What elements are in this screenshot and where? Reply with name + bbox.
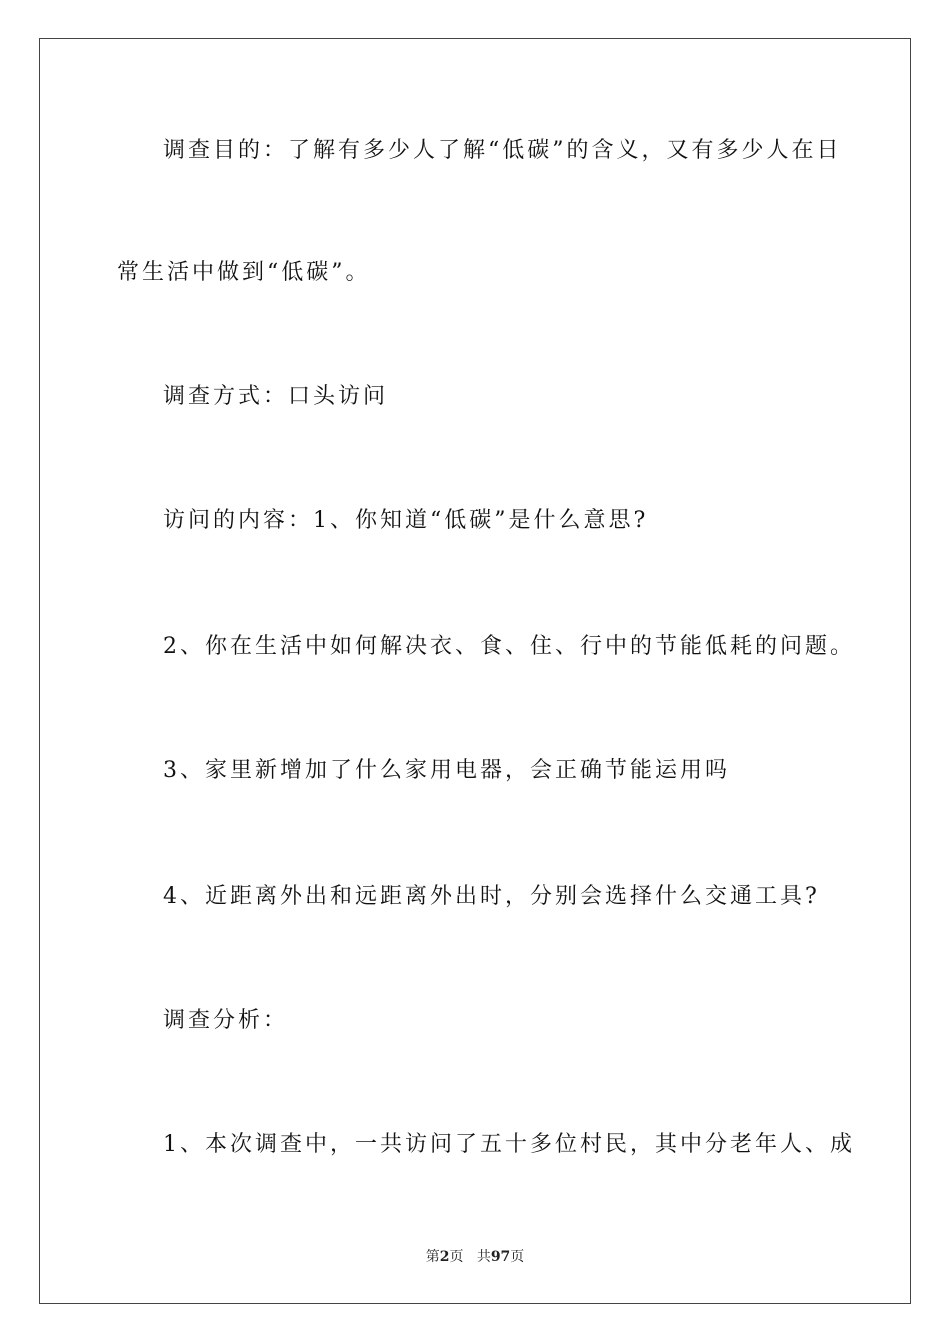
page-footer (0, 1246, 950, 1266)
text-line-purpose: 调查目的：了解有多少人了解“低碳”的含义，又有多少人在日 (163, 138, 842, 163)
text-line-method: 调查方式：口头访问 (163, 384, 389, 409)
footer-total-prefix: 共 (476, 1249, 491, 1265)
page-frame (39, 38, 911, 1304)
text-line-q2: 2、你在生活中如何解决衣、食、住、行中的节能低耗的问题。 (163, 634, 855, 659)
text-line-content-q1: 访问的内容：1、你知道“低碳”是什么意思? (163, 508, 649, 533)
footer-total-pages: 97 (490, 1249, 511, 1265)
footer-prefix: 第 (425, 1249, 440, 1265)
footer-total-label: 页 (510, 1249, 525, 1265)
text-line-q3: 3、家里新增加了什么家用电器，会正确节能运用吗 (163, 758, 730, 783)
footer-current-page: 2 (439, 1249, 450, 1265)
text-line-purpose-cont: 常生活中做到“低碳”。 (117, 260, 371, 285)
text-line-q4: 4、近距离外出和远距离外出时，分别会选择什么交通工具? (163, 884, 820, 909)
footer-page-label: 页 (449, 1249, 464, 1265)
text-line-analysis-heading: 调查分析： (163, 1008, 289, 1033)
text-line-analysis-1: 1、本次调查中，一共访问了五十多位村民，其中分老年人、成 (163, 1132, 855, 1157)
